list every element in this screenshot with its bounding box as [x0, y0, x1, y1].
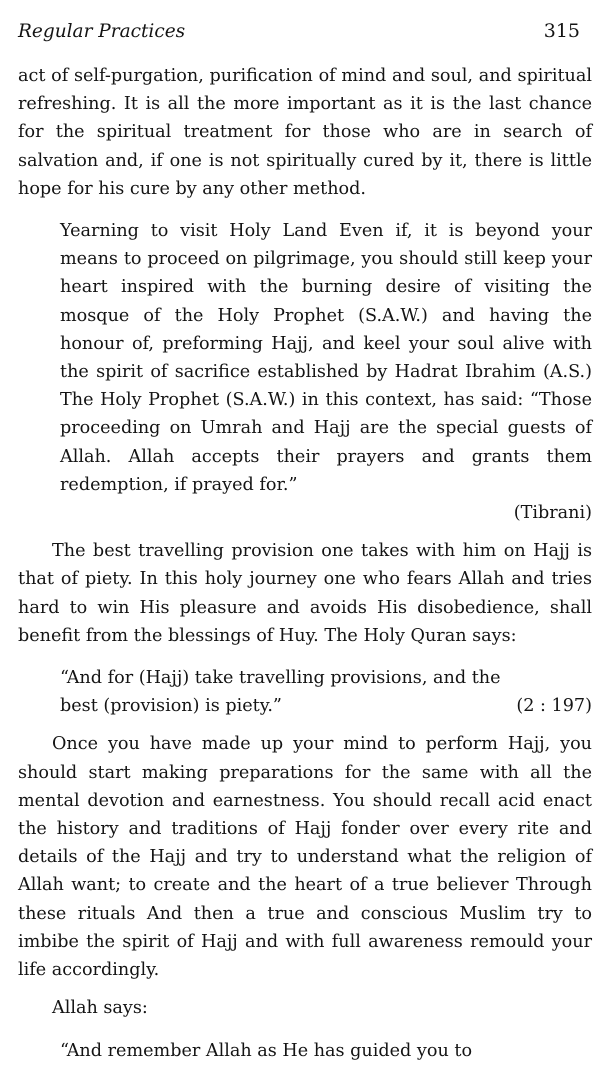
page-header — [18, 20, 580, 42]
quran-quote-line-1: “And for (Hajj) take travelling provisions, and the — [60, 668, 501, 689]
allah-says-line: Allah says: — [52, 998, 148, 1019]
paragraph-piety: The best travelling provision one takes with him on Hajj is that of piety. In this holy journey one who fears Allah and tries hard to win His pleasure and avoids His disobedience, shall benefit from the blessings of Huy. The Holy Quran says: — [18, 541, 592, 646]
page-body — [18, 62, 592, 1065]
final-quote-line: “And remember Allah as He has guided you to — [60, 1040, 473, 1061]
quran-quote-line-2-row — [18, 692, 592, 720]
running-head: Regular Practices — [18, 21, 186, 42]
hadith-citation: (Tibrani) — [513, 503, 592, 524]
quran-citation: (2 : 197) — [516, 696, 592, 717]
page-number: 315 — [543, 20, 580, 42]
hadith-blockquote — [18, 217, 592, 527]
quran-quote-line-2: best (provision) is piety.” — [60, 696, 282, 717]
paragraph-preparation: Once you have made up your mind to perform Hajj, you should start making preparations for the same with all the mental devotion and earnestness. You should recall acid enact the history and traditions of Hajj fonder over every rite and details of the Hajj and try to understand what the religion of Allah want; to create and the heart of a true believer Through these rituals And then a true and conscious Muslim try to imbibe the spirit of Hajj and with full awareness remould your life accordingly. — [18, 734, 592, 981]
quran-blockquote — [18, 664, 592, 720]
hadith-quote-text: Yearning to visit Holy Land Even if, it is beyond your means to proceed on pilgrimage, you should still keep your heart inspired with the burning desire of visiting the mosque of the Holy Prophet (S.A.W.) and having the honour of, preforming Hajj, and keel your soul alive with the spirit of sacrifice established by Hadrat Ibrahim (A.S.) The Holy Prophet (S.A.W.) in this context, has said: “Those proceeding on Umrah and Hajj are the special guests of Allah. Allah accepts their prayers and grants them redemption, if prayed for.” — [60, 221, 592, 495]
paragraph-continuation: act of self-purgation, purification of mind and soul, and spiritual refreshing. It is all the more important as it is the last chance for the spiritual treatment for those who are in search of salvation and, if one is not spiritually cured by it, there is little hope for his cure by any other method. — [18, 66, 592, 199]
